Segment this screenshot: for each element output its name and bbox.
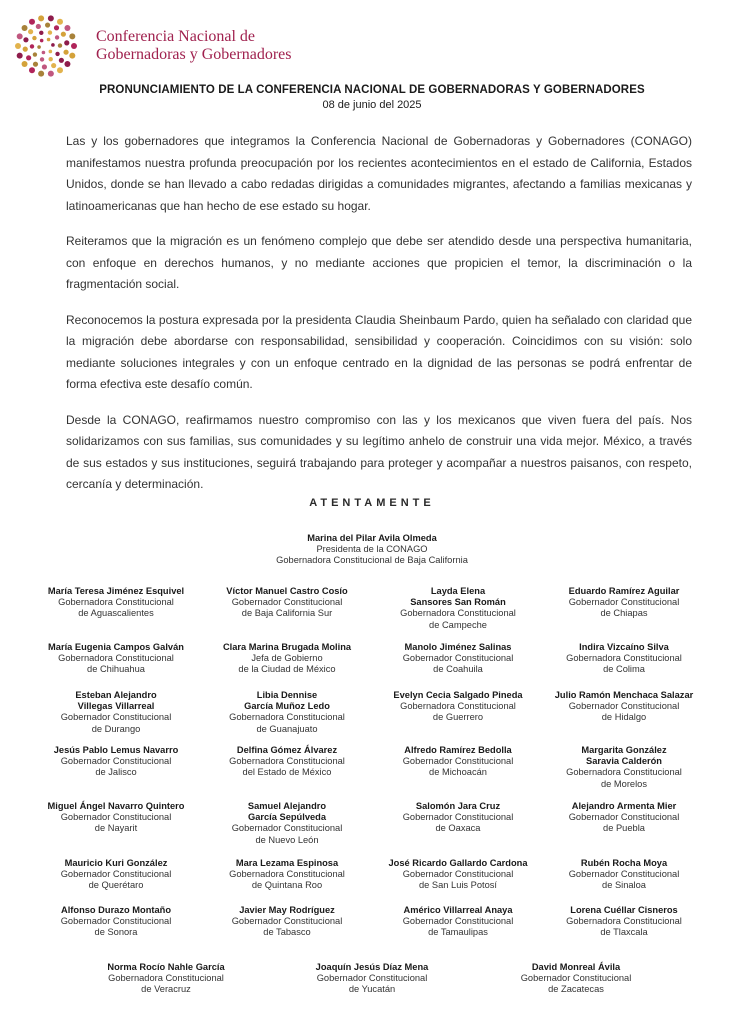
signatory-state: de Durango — [91, 723, 141, 734]
signatory-title: Gobernador Constitucional — [60, 916, 172, 927]
emblem-dot — [42, 64, 47, 69]
signatory-name: Mara Lezama Espinosa — [235, 858, 339, 868]
signatory-state: de Morelos — [601, 778, 647, 789]
emblem-dot — [23, 37, 28, 42]
signatory — [48, 642, 184, 676]
signatory-title: Jefa de Gobierno — [251, 653, 323, 664]
emblem-dot — [36, 24, 41, 29]
signatory — [229, 745, 345, 779]
signatory-title: Gobernador Constitucional — [402, 756, 514, 767]
signatory-state: de Michoacán — [429, 767, 487, 778]
president-signature — [276, 533, 468, 567]
emblem-dot — [61, 32, 66, 37]
emblem-dot — [69, 53, 75, 59]
signatory-state: de Aguascalientes — [78, 608, 154, 619]
signatory — [61, 905, 172, 939]
signatory-name: García Sepúlveda — [247, 812, 327, 823]
signatory-title: Gobernador Constitucional — [231, 597, 343, 608]
signatory-state: de la Ciudad de México — [238, 664, 336, 675]
emblem-dot — [51, 63, 56, 68]
emblem-dot — [23, 47, 28, 52]
signatory-state: de Veracruz — [141, 984, 191, 995]
signatory — [403, 801, 514, 835]
signatory-state: de Jalisco — [95, 767, 137, 778]
signatory-state: de Tlaxcala — [600, 927, 648, 938]
signatory-state: del Estado de México — [242, 767, 332, 778]
signatory-state: de Hidalgo — [601, 712, 647, 723]
emblem-dot — [64, 40, 69, 45]
signatory-title: Gobernadora Constitucional — [108, 973, 224, 984]
signatory-name: Rubén Rocha Moya — [580, 858, 668, 868]
signatory — [569, 801, 680, 835]
signatory-name: Layda Elena — [430, 586, 486, 596]
emblem-dot — [17, 33, 23, 39]
signatory — [48, 801, 185, 835]
signatory-name: Villegas Villarreal — [77, 701, 155, 712]
signatory — [316, 962, 429, 996]
paragraph: Reiteramos que la migración es un fenómeno complejo que debe ser atendido desde una perspectiva humanitaria, con enfoque en derechos humanos, y no mediante acciones que propicien el temor, la discriminación o la fragmentación social. — [66, 234, 692, 291]
signatory-state: de Tamaulipas — [428, 927, 488, 938]
signatory-title: Gobernador Constitucional — [60, 712, 172, 723]
signatory-title: Gobernador Constitucional — [568, 869, 680, 880]
signatory-name: Samuel Alejandro — [247, 801, 327, 811]
emblem-dot — [48, 71, 54, 77]
emblem-dot — [15, 43, 21, 49]
signatory-name: Lorena Cuéllar Cisneros — [570, 905, 678, 915]
emblem-dot — [63, 50, 68, 55]
signatory-state: de Nuevo León — [255, 834, 319, 845]
paragraph: Desde la CONAGO, reafirmamos nuestro compromiso con las y los mexicanos que viven fuera del país. Nos solidarizamos con sus familias, sus comunidades y su legítimo anhelo de construir una vida mejor. México, a través de sus estados y sus instituciones, seguirá trabajando para proteger y acompañar a nuestros paisanos, con respeto, cercanía y determinación. — [66, 412, 692, 491]
emblem-dot — [58, 43, 62, 47]
emblem-dot — [29, 67, 35, 73]
signatory-state: de Guerrero — [432, 712, 484, 723]
signatory-name: Américo Villarreal Anaya — [403, 905, 513, 915]
emblem-dot — [40, 57, 44, 61]
signatory-title: Gobernadora Constitucional — [400, 701, 516, 712]
signatory-state: de Guanajuato — [256, 723, 318, 734]
emblem-dot — [33, 62, 38, 67]
signatory-name: David Monreal Ávila — [531, 962, 621, 972]
conago-emblem-icon — [12, 12, 84, 82]
signatory-name: José Ricardo Gallardo Cardona — [388, 858, 528, 868]
signatory — [403, 745, 514, 779]
emblem-dot — [55, 35, 59, 39]
signatory-state: de Baja California Sur — [241, 608, 333, 619]
signatory-title: Gobernador Constitucional — [402, 869, 514, 880]
emblem-dot — [57, 67, 63, 73]
president-state: Gobernadora Constitucional de Baja California — [276, 555, 468, 566]
logo-line-2: Gobernadoras y Gobernadores — [96, 46, 292, 63]
signatory — [521, 962, 632, 996]
signatory-title: Gobernador Constitucional — [568, 701, 680, 712]
signatory — [223, 642, 351, 676]
signatory-title: Gobernador Constitucional — [520, 973, 632, 984]
signatory-name: Julio Ramón Menchaca Salazar — [554, 690, 694, 700]
document-body — [66, 131, 692, 510]
signatory-title: Gobernadora Constitucional — [566, 916, 682, 927]
signatory-state: de Campeche — [429, 619, 487, 630]
signatory-state: de Zacatecas — [548, 984, 604, 995]
emblem-dot — [71, 43, 77, 49]
signatory-state: de Sinaloa — [602, 880, 646, 891]
emblem-dot — [22, 25, 28, 31]
signatory-name: Alfonso Durazo Montaño — [60, 905, 172, 915]
emblem-dot — [54, 25, 59, 30]
signatory-name: Saravia Calderón — [586, 756, 662, 767]
signatory — [400, 586, 516, 631]
signatory-title: Gobernadora Constitucional — [58, 597, 174, 608]
signatory-name: Sansores San Román — [410, 597, 506, 608]
signatory-title: Gobernadora Constitucional — [566, 767, 682, 778]
signatory-name: García Muñoz Ledo — [244, 701, 330, 712]
signatory — [54, 745, 179, 779]
signatory-title: Gobernador Constitucional — [60, 812, 172, 823]
emblem-dot — [45, 22, 50, 27]
emblem-dot — [64, 61, 70, 67]
signatory-title: Gobernador Constitucional — [402, 653, 514, 664]
signatory-title: Gobernadora Constitucional — [229, 756, 345, 767]
signatory — [229, 858, 345, 892]
signatory — [389, 858, 528, 892]
signatory-title: Gobernadora Constitucional — [229, 869, 345, 880]
signatory — [61, 690, 172, 735]
emblem-dot — [17, 53, 23, 59]
signatory-name: Delfina Gómez Álvarez — [236, 745, 338, 755]
signatory-state: de Yucatán — [348, 984, 396, 995]
signatory — [566, 745, 682, 790]
signatory-title: Gobernador Constitucional — [568, 597, 680, 608]
signatory-name: Salomón Jara Cruz — [415, 801, 501, 811]
document-date: 08 de junio del 2025 — [322, 99, 422, 111]
emblem-dot — [49, 57, 53, 61]
president-name: Marina del Pilar Avila Olmeda — [307, 533, 437, 543]
signatory-state: de Quintana Roo — [251, 880, 323, 891]
signatory-state: de Querétaro — [88, 880, 144, 891]
signatory-name: Margarita González — [581, 745, 667, 755]
signatory — [569, 586, 680, 620]
signatory-state: de Coahuila — [433, 664, 483, 675]
signatory-title: Gobernador Constitucional — [402, 916, 514, 927]
signatory-name: Evelyn Cecia Salgado Pineda — [393, 690, 523, 700]
signatory-state: de Colima — [603, 664, 645, 675]
signatory-title: Gobernador Constitucional — [231, 916, 343, 927]
signatory-name: Víctor Manuel Castro Cosío — [226, 586, 348, 596]
emblem-dot — [30, 44, 34, 48]
signatory-name: María Eugenia Campos Galván — [48, 642, 184, 652]
logo-line-1: Conferencia Nacional de — [96, 28, 256, 45]
signatory-name: Javier May Rodríguez — [239, 905, 335, 915]
emblem-dot — [49, 50, 53, 54]
conago-logo — [12, 12, 292, 82]
signatory-name: Indira Vizcaíno Silva — [579, 642, 669, 652]
emblem-dot — [22, 61, 28, 67]
signatory-name: Esteban Alejandro — [75, 690, 157, 700]
signatory-name: Miguel Ángel Navarro Quintero — [47, 801, 185, 811]
signatory — [226, 586, 347, 620]
signatory-name: Eduardo Ramírez Aguilar — [568, 586, 680, 596]
signatory-name: Libia Dennise — [256, 690, 318, 700]
emblem-dot — [39, 31, 43, 35]
signatory-name: Norma Rocío Nahle García — [107, 962, 225, 972]
signatory-title: Gobernadora Constitucional — [229, 712, 345, 723]
emblem-dot — [55, 52, 59, 56]
signatory-name: Clara Marina Brugada Molina — [222, 642, 352, 652]
signatory — [232, 905, 343, 939]
signatory — [48, 586, 184, 620]
emblem-dot — [29, 19, 35, 25]
signatory-title: Gobernador Constitucional — [316, 973, 428, 984]
signatory-title: Gobernadora Constitucional — [58, 653, 174, 664]
signatory — [566, 905, 682, 939]
logo-text — [96, 28, 291, 64]
signatory-title: Gobernador Constitucional — [231, 823, 343, 834]
emblem-dot — [26, 55, 31, 60]
signatory-state: de Chihuahua — [87, 664, 145, 675]
signatory-title: Gobernador Constitucional — [568, 812, 680, 823]
emblem-dot — [48, 30, 52, 34]
signatory-name: Alfredo Ramírez Bedolla — [404, 745, 512, 755]
signatory — [566, 642, 682, 676]
signatory-name: Alejandro Armenta Mier — [571, 801, 677, 811]
emblem-dot — [59, 58, 64, 63]
signatory — [232, 801, 343, 846]
signatory-state: de Oaxaca — [435, 823, 481, 834]
signatory — [393, 690, 522, 724]
president-role: Presidenta de la CONAGO — [316, 544, 428, 555]
emblem-dot — [38, 71, 44, 77]
emblem-dot — [64, 25, 70, 31]
emblem-dot — [37, 45, 41, 49]
document-title: PRONUNCIAMIENTO DE LA CONFERENCIA NACIONAL DE GOBERNADORAS Y GOBERNADORES — [99, 84, 645, 96]
emblem-dot — [32, 36, 36, 40]
signatory — [61, 858, 172, 892]
signatory-state: de Nayarit — [94, 823, 138, 834]
signatory-name: María Teresa Jiménez Esquivel — [47, 586, 185, 596]
signatory — [107, 962, 224, 996]
emblem-dot — [42, 51, 46, 55]
emblem-dot — [69, 33, 75, 39]
signatory-title: Gobernador Constitucional — [402, 812, 514, 823]
closing-atentamente: ATENTAMENTE — [309, 497, 435, 509]
signatory-title: Gobernadora Constitucional — [400, 608, 516, 619]
signatory-state: de San Luis Potosí — [418, 880, 498, 891]
signatory-title: Gobernador Constitucional — [60, 869, 172, 880]
emblem-dot — [28, 29, 33, 34]
signatory-state: de Sonora — [94, 927, 138, 938]
emblem-dot — [40, 39, 44, 43]
emblem-dot — [33, 52, 37, 56]
signatory — [569, 858, 680, 892]
emblem-dot — [47, 38, 51, 42]
signatory-name: Manolo Jiménez Salinas — [404, 642, 512, 652]
signatory-title: Gobernadora Constitucional — [566, 653, 682, 664]
signatory — [403, 905, 514, 939]
signatory-title: Gobernador Constitucional — [60, 756, 172, 767]
emblem-dot — [38, 15, 44, 21]
emblem-dot — [48, 15, 54, 21]
emblem-dot — [51, 43, 55, 47]
signatory — [555, 690, 693, 724]
paragraph: Las y los gobernadores que integramos la Conferencia Nacional de Gobernadoras y Gobernadores (CONAGO) manifestamos nuestra profunda preocupación por los recientes acontecimientos en el estado de California, Estados Unidos, donde se han llevado a cabo redadas dirigidas a comunidades migrantes, afectando a familias mexicanas y latinoamericanas que han hecho de ese estado su hogar. — [66, 134, 692, 213]
signatory-name: Mauricio Kuri González — [64, 858, 168, 868]
signatory-state: de Chiapas — [600, 608, 648, 619]
paragraph: Reconocemos la postura expresada por la presidenta Claudia Sheinbaum Pardo, quien ha señalado con claridad que la migración debe abordarse con responsabilidad, sensibilidad y cooperación. Coincidimos con su visión: solo mediante soluciones integrales y con un enfoque centrado en la dignidad de las personas se podrá enfrentar de forma efectiva este desafío común. — [66, 312, 692, 391]
emblem-dot — [57, 19, 63, 25]
signatory — [229, 690, 345, 735]
signatory-name: Jesús Pablo Lemus Navarro — [53, 745, 179, 755]
signatory-state: de Puebla — [603, 823, 645, 834]
signatory-state: de Tabasco — [263, 927, 311, 938]
signatory — [403, 642, 514, 676]
signatory-name: Joaquín Jesús Díaz Mena — [315, 962, 429, 972]
